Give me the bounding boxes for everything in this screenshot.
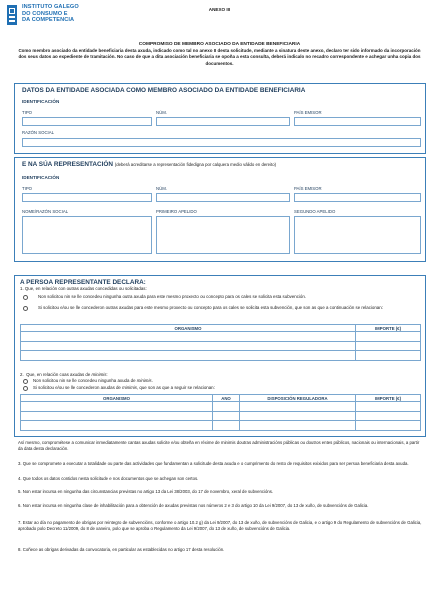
representative-identification-heading: IDENTIFICACIÓN bbox=[22, 175, 60, 180]
other-aid-text: Si solicitou e/ou se lle concederon outras axudas para este mesmo proxecto ou concepto para os cales se solicita esta subvención, que son as que a continuación se relacionan: bbox=[38, 305, 383, 310]
rep-second-surname-field[interactable] bbox=[294, 216, 421, 254]
minimis-commitment-text: Así mesmo, comprométese a comunicar inmediatamente cantas axudas solicite e/ou obteña en réxime de minimis doutras administracións públicas ou doutros entes públicos, nacionais ou internacionais, a partir da data desta declaración. bbox=[18, 440, 420, 451]
table-header: ORGANISMO bbox=[21, 395, 213, 402]
entity-section-title: DATOS DA ENTIDADE ASOCIADA COMO MEMBRO ASOCIADO DA ENTIDADE BENEFICIARIA bbox=[22, 87, 306, 94]
representation-note: (deberá acreditarse a representación fidedigna por calquera medio válido en dereito) bbox=[114, 162, 277, 167]
intro-text: Como membro asociado da entidade beneficiaria desta axuda, indicado como tal no anexo II desta solicitude, mediante a sinatura deste anexo, declaro ter sido informado da incorporación dos seus datos ao expediente de tramitación. No caso de que a dita asociación beneficiaria se opoña a esta consulta, deberá indicalo no recadro correspondente e achegar unha copia dos documentos. bbox=[18, 48, 421, 66]
entity-business-name-field[interactable] bbox=[22, 138, 421, 147]
entity-business-name-label: RAZÓN SOCIAL bbox=[22, 130, 54, 135]
rep-number-field[interactable] bbox=[156, 193, 290, 202]
rep-number-label: NÚM. bbox=[156, 186, 167, 191]
rep-first-surname-field[interactable] bbox=[156, 216, 290, 254]
logo-text: INSTITUTO GALEGO DO CONSUMO E DA COMPETENCIA bbox=[22, 4, 79, 24]
minimis-table bbox=[20, 394, 421, 431]
entity-identification-heading: IDENTIFICACIÓN bbox=[22, 99, 60, 104]
no-minimis-radio[interactable] bbox=[23, 379, 28, 384]
table-row bbox=[21, 332, 421, 342]
rep-first-surname-label: PRIMEIRO APELIDO bbox=[156, 209, 197, 214]
declaration-item-2: 2. Que, en relación coas axudas de minimis: bbox=[20, 372, 108, 377]
other-aid-radio[interactable] bbox=[23, 306, 28, 311]
minimis-text: Si solicitou e/ou se lle concederon axudas de minimis, que son as que a seguir se relacionan: bbox=[33, 385, 215, 390]
entity-country-label: PAÍS EMISOR bbox=[294, 110, 322, 115]
annex-label: ANEXO III bbox=[208, 7, 231, 12]
no-other-aid-radio[interactable] bbox=[23, 295, 28, 300]
table-row bbox=[21, 411, 421, 421]
entity-number-label: NÚM. bbox=[156, 110, 167, 115]
no-minimis-text: Non solicitou nin se lle concedeu ningunha axuda de minimis. bbox=[33, 378, 153, 383]
declaration-item-6: 6. Non estar incursa en ningunha clase de inhabilitación para a obtención de axudas previstas nos números 2 e 3 do artigo 10 da Lei 9/2007, do 13 de xuño, de subvencións de Galicia. bbox=[18, 503, 369, 508]
declaration-section-title: A PERSOA REPRESENTANTE DECLARA: bbox=[20, 279, 146, 286]
rep-type-field[interactable] bbox=[22, 193, 152, 202]
representative-section-title: E NA SÚA REPRESENTACIÓN (deberá acreditarse a representación fidedigna por calquera medio válido en dereito) bbox=[22, 161, 277, 168]
rep-name-field[interactable] bbox=[22, 216, 152, 254]
rep-second-surname-label: SEGUNDO APELIDO bbox=[294, 209, 336, 214]
declaration-item-1: 1. Que, en relación con outras axudas concedidas ou solicitadas: bbox=[20, 286, 147, 291]
table-row bbox=[21, 351, 421, 361]
rep-country-field[interactable] bbox=[294, 193, 421, 202]
rep-name-label: NOME/RAZÓN SOCIAL bbox=[22, 209, 69, 214]
table-header: ORGANISMO bbox=[21, 325, 356, 332]
table-header: DISPOSICIÓN REGULADORA bbox=[240, 395, 356, 402]
minimis-radio[interactable] bbox=[23, 386, 28, 391]
table-row bbox=[21, 402, 421, 412]
table-header: IMPORTE (€) bbox=[356, 325, 421, 332]
entity-type-label: TIPO bbox=[22, 110, 33, 115]
table-row bbox=[21, 341, 421, 351]
declaration-item-8: 8. Coñece as obrigas derivadas da convocatoria, en particular as establecidas no artigo 17 desta resolución. bbox=[18, 547, 225, 552]
entity-type-field[interactable] bbox=[22, 117, 152, 126]
declaration-item-7: 7. Estar ao día no pagamento de obrigas por reintegro de subvencións, conforme o artigo 10.2 g) da Lei 9/2007, do 13 de xuño, de subvencións de Galicia, e o artigo 9 do Regulamento de subvencións de Galicia, aprobado polo Decreto 11/2009, do 8 de xaneiro, polo que se aproba o Regulamento da Lei 9/2007, do 13 de xuño, de subvencións de Galicia. bbox=[18, 520, 422, 531]
document-title: COMPROMISO DE MEMBRO ASOCIADO DA ENTIDADE BENEFICIARIA bbox=[138, 42, 301, 47]
rep-country-label: PAÍS EMISOR bbox=[294, 186, 322, 191]
table-header: IMPORTE (€) bbox=[356, 395, 421, 402]
declaration-item-4: 4. Que todos os datos contidos nesta solicitude e nos documentos que se achegan son certos. bbox=[18, 476, 199, 481]
declaration-item-5: 5. Non estar incursa en ningunha das circunstancias previstas no artigo 13 da Lei 38/2003, do 17 de novembro, xeral de subvencións. bbox=[18, 489, 274, 494]
other-aid-table bbox=[20, 324, 421, 361]
table-row bbox=[21, 421, 421, 431]
table-header: ANO bbox=[213, 395, 240, 402]
rep-type-label: TIPO bbox=[22, 186, 33, 191]
declaration-item-3: 3. Que se compromete a executar a totalidade ou parte das actividades que fundamentan a solicitude desta axuda e o cumprimento do resto de requisitos exixidos para ser persoa beneficiaria desta axuda. bbox=[18, 461, 409, 466]
entity-number-field[interactable] bbox=[156, 117, 290, 126]
no-other-aid-text: Non solicitou nin se lle concedeu ningunha outra axuda para este mesmo proxecto ou concepto para os cales se solicita esta subvención. bbox=[38, 294, 306, 299]
entity-country-field[interactable] bbox=[294, 117, 421, 126]
